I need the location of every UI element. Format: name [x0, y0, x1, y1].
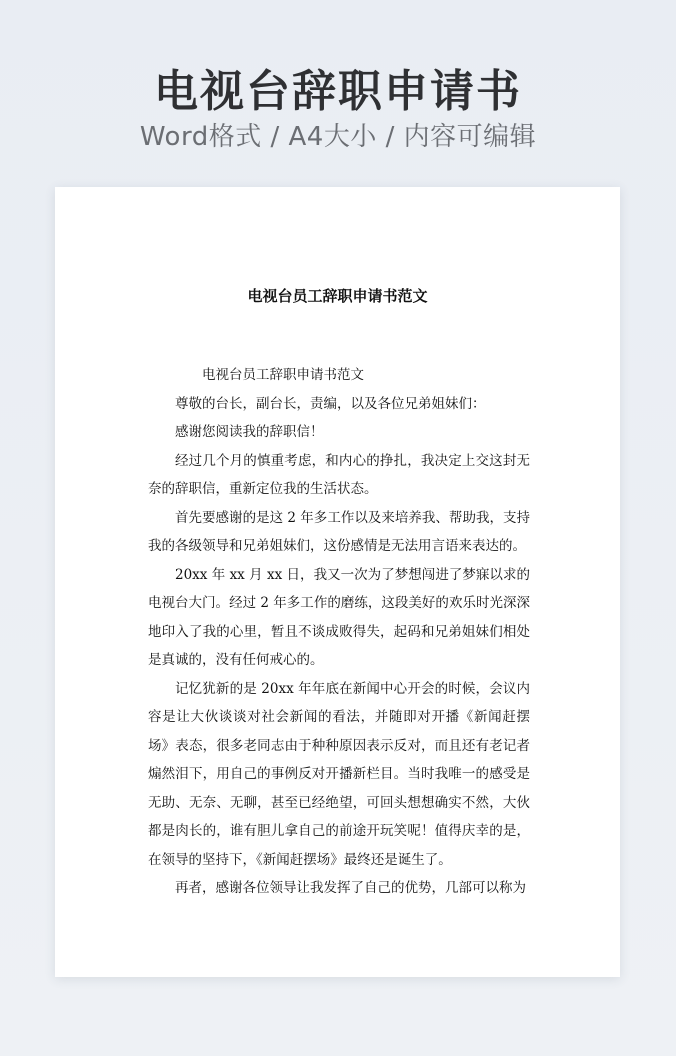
document-paragraph: 再者，感谢各位领导让我发挥了自己的优势，几部可以称为: [175, 880, 526, 896]
page-title: 电视台辞职申请书: [154, 66, 522, 117]
document-page: [55, 187, 620, 977]
document-paragraph: 感谢您阅读我的辞职信！: [175, 424, 324, 440]
document-paragraph: 经过几个月的慎重考虑，和内心的挣扎，我决定上交这封无奈的辞职信，重新定位我的生活状态。: [148, 452, 530, 497]
document-paragraph: 20xx 年 xx 月 xx 日，我又一次为了梦想闯进了梦寐以求的电视台大门。经过 2 年多工作的磨练，这段美好的欢乐时光深深地印入了我的心里，暂且不谈成败得失，起码和兄弟姐妹们相处是真诚的，没有任何戒心的。: [148, 566, 530, 668]
document-paragraph: 电视台员工辞职申请书范文: [202, 367, 364, 383]
document-body: [148, 361, 530, 903]
document-title: 电视台员工辞职申请书范文: [247, 287, 428, 305]
page-subtitle: Word格式 / A4大小 / 内容可编辑: [139, 122, 537, 152]
document-paragraph: 首先要感谢的是这 2 年多工作以及来培养我、帮助我，支持我的各级领导和兄弟姐妹们，这份感情是无法用言语来表达的。: [148, 509, 530, 554]
document-paragraph: 记忆犹新的是 20xx 年年底在新闻中心开会的时候，会议内容是让大伙谈谈对社会新闻的看法，并随即对开播《新闻赶摆场》表态，很多老同志由于种种原因表示反对，而且还有老记者煽然泪下，用自己的事例反对开播新栏目。当时我唯一的感受是无助、无奈、无聊，甚至已经绝望，可回头想想确实不然，大伙都是肉长的，谁有胆儿拿自己的前途开玩笑呢！值得庆幸的是，在领导的坚持下，《新闻赶摆场》最终还是诞生了。: [148, 680, 530, 868]
document-paragraph: 尊敬的台长，副台长，责编，以及各位兄弟姐妹们：: [175, 395, 486, 412]
